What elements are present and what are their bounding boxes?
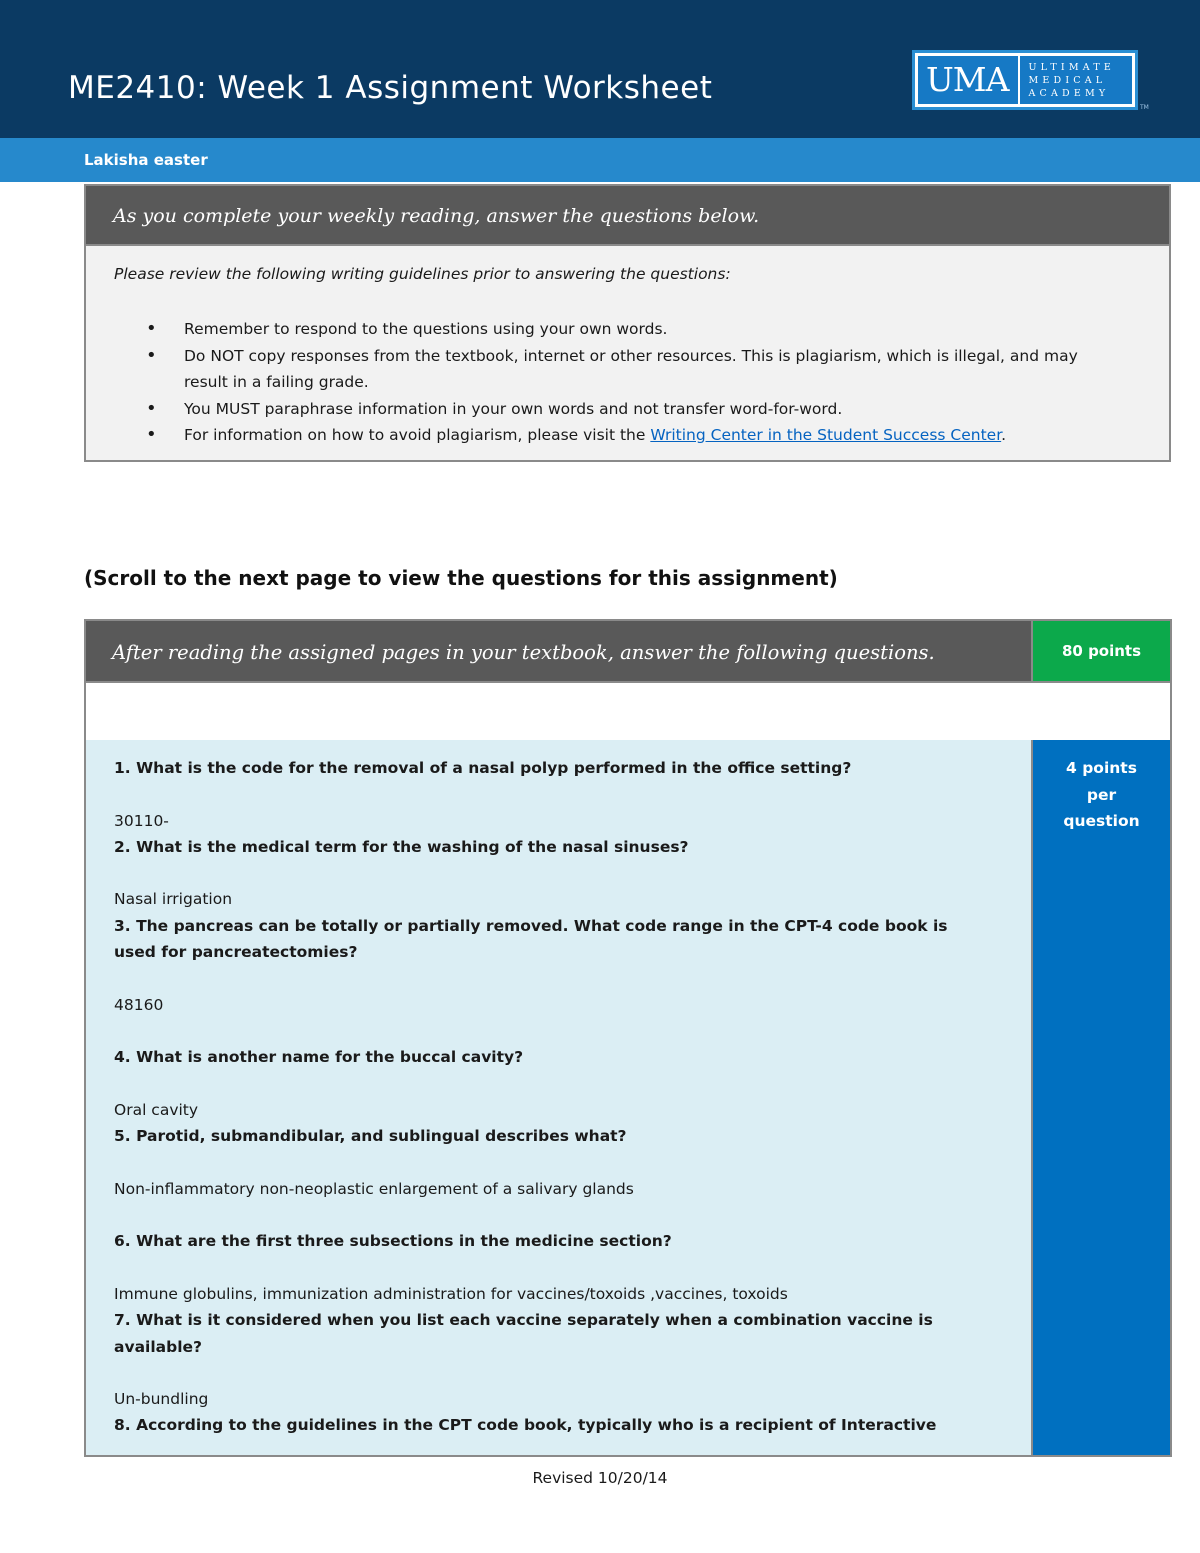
guideline-text: . <box>1001 426 1007 444</box>
spacer <box>114 1202 994 1228</box>
guideline-item: • You MUST paraphrase information in your own words and not transfer word-for-word. <box>146 396 1104 423</box>
student-name: Lakisha easter <box>84 151 208 169</box>
page-title: ME2410: Week 1 Assignment Worksheet <box>68 70 713 106</box>
scroll-note: (Scroll to the next page to view the questions for this assignment) <box>84 566 838 590</box>
questions-heading: After reading the assigned pages in your textbook, answer the following questions. <box>112 641 935 664</box>
answer-text: 48160 <box>114 995 164 1014</box>
guidelines-heading: As you complete your weekly reading, answer the questions below. <box>113 205 760 227</box>
logo-inner <box>918 56 1132 104</box>
logo-words <box>1020 61 1115 100</box>
question-text: 1. What is the code for the removal of a nasal polyp performed in the office setting? <box>114 759 852 777</box>
answer-text: Un-bundling <box>114 1390 209 1409</box>
guidelines-list <box>146 316 1104 449</box>
trademark-mark: TM <box>1140 104 1149 111</box>
points-per-line: question <box>1063 812 1140 830</box>
logo-word: MEDICAL <box>1028 74 1107 86</box>
points-per-question <box>1033 740 1170 1455</box>
question-text: 7. What is it considered when you list each vaccine separately when a combination vaccine is available? <box>114 1311 933 1356</box>
logo-mark: UMA <box>918 56 1020 104</box>
spacer <box>114 1149 994 1175</box>
spacer <box>114 1071 994 1097</box>
question-text: 8. According to the guidelines in the CPT code book, typically who is a recipient of Interactive <box>114 1416 937 1435</box>
spacer <box>114 781 994 807</box>
logo-word: ACADEMY <box>1028 87 1110 99</box>
question-text: 2. What is the medical term for the washing of the nasal sinuses? <box>114 837 689 856</box>
questions-table <box>84 619 1172 1457</box>
spacer <box>114 1360 994 1386</box>
question-text: 3. The pancreas can be totally or partially removed. What code range in the CPT-4 code book is used for pancreatectomies? <box>114 916 948 962</box>
logo-word: ULTIMATE <box>1028 61 1116 73</box>
answer-text: Nasal irrigation <box>114 890 233 909</box>
writing-center-link[interactable]: Writing Center in the Student Success Center <box>650 426 1002 444</box>
total-points-badge: 80 points <box>1033 621 1170 681</box>
guidelines-intro: Please review the following writing guidelines prior to answering the questions: <box>114 265 731 283</box>
revised-footer: Revised 10/20/14 <box>532 1469 668 1487</box>
questions-answers-cell <box>86 740 1033 1455</box>
questions-heading-bar <box>86 621 1033 681</box>
points-per-line: 4 points <box>1066 759 1137 777</box>
qa-list <box>114 755 994 1439</box>
spacer <box>114 860 994 886</box>
answer-text: Oral cavity <box>114 1100 199 1119</box>
answer-text: Immune globulins, immunization administration for vaccines/toxoids ,vaccines, toxoids <box>114 1284 788 1303</box>
guideline-item <box>146 422 1104 449</box>
question-text: 4. What is another name for the buccal cavity? <box>114 1048 524 1067</box>
blank-row <box>86 681 1170 742</box>
uma-logo <box>912 50 1138 110</box>
spacer <box>114 1018 994 1044</box>
answer-text: 30110- <box>114 811 169 830</box>
guidelines-heading-bar <box>86 186 1169 246</box>
answer-text: Non-inflammatory non-neoplastic enlargement of a salivary glands <box>114 1179 634 1198</box>
question-text: 5. Parotid, submandibular, and sublingual describes what? <box>114 1127 627 1146</box>
guideline-text: For information on how to avoid plagiarism, please visit the <box>184 426 651 444</box>
spacer <box>114 1255 994 1281</box>
guidelines-box <box>84 184 1171 462</box>
guideline-item: • Remember to respond to the questions using your own words. <box>146 316 1104 343</box>
spacer <box>114 965 994 991</box>
points-per-line: per <box>1086 785 1117 804</box>
question-text: 6. What are the first three subsections in the medicine section? <box>114 1232 672 1251</box>
guideline-item: • Do NOT copy responses from the textbook, internet or other resources. This is plagiarism, which is illegal, and may result in a failing grade. <box>146 343 1104 396</box>
